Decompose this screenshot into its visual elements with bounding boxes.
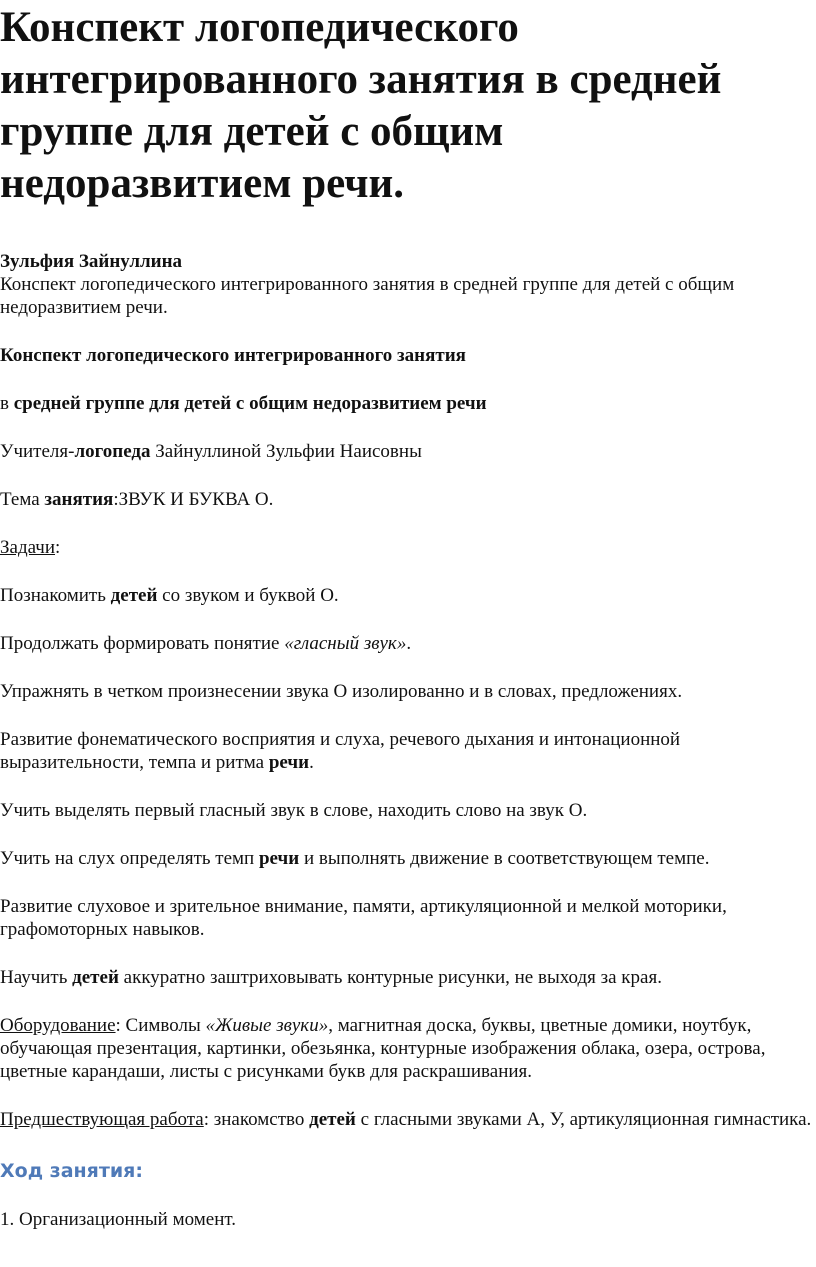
tasks-label: Задачи: (0, 537, 61, 558)
teacher-line: Учителя-логопеда Зайнуллиной Зульфии Наисовны (0, 441, 422, 462)
task-item: Развитие фонематического восприятия и слуха, речевого дыхания и интонационной выразительности, темпа и ритма речи. (0, 729, 681, 773)
task-item: Учить выделять первый гласный звук в слове, находить слово на звук О. (0, 800, 588, 821)
heading-line-2: в средней группе для детей с общим недоразвитием речи (0, 393, 487, 414)
topic-line: Тема занятия:ЗВУК И БУКВА О. (0, 489, 274, 510)
prework-paragraph: Предшествующая работа: знакомство детей с гласными звуками А, У, артикуляционная гимнастика. (0, 1109, 812, 1130)
equipment-paragraph: Оборудование: Символы «Живые звуки», магнитная доска, буквы, цветные домики, ноутбук, обучающая презентация, картинки, обезьянка, контурные изображения облака, озера, острова, цветные карандаши, листы с рисунками букв для раскрашивания. (0, 1015, 766, 1082)
task-item: Учить на слух определять темп речи и выполнять движение в соответствующем темпе. (0, 848, 710, 869)
task-item: Продолжать формировать понятие «гласный звук». (0, 633, 412, 654)
author-name: Зульфия Зайнуллина (0, 251, 183, 272)
task-item: Научить детей аккуратно заштриховывать контурные рисунки, не выходя за края. (0, 967, 662, 988)
section-heading: Ход занятия: (0, 1160, 143, 1182)
page-title: Конспект логопедического интегрированного занятия в средней группе для детей с общим недоразвитием речи. (0, 4, 722, 207)
heading-line-1: Конспект логопедического интегрированного занятия (0, 345, 466, 366)
task-item: Развитие слуховое и зрительное внимание, памяти, артикуляционной и мелкой моторики, графомоторных навыков. (0, 896, 727, 940)
task-item: Упражнять в четком произнесении звука О изолированно и в словах, предложениях. (0, 681, 683, 702)
step-item: 1. Организационный момент. (0, 1209, 236, 1230)
intro-text: Конспект логопедического интегрированного занятия в средней группе для детей с общим недоразвитием речи. (0, 274, 735, 318)
task-item: Познакомить детей со звуком и буквой О. (0, 585, 339, 606)
